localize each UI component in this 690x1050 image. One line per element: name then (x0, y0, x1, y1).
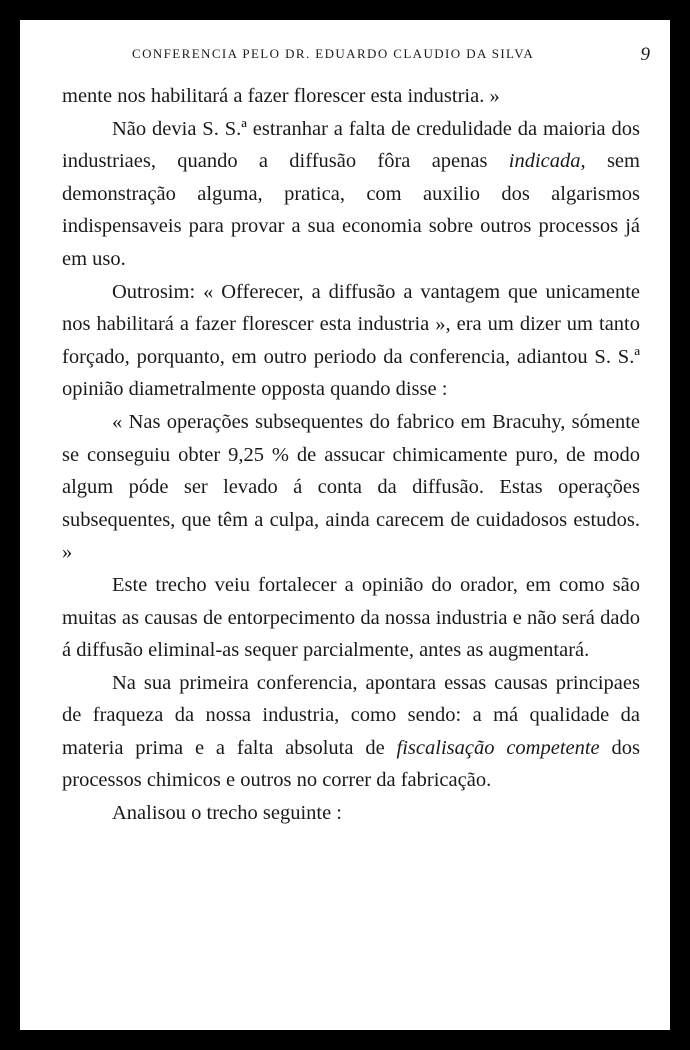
text-run: Este trecho veiu fortalecer a opinião do orador, em como são muitas as causas de entorpecimento da nossa industria e não será dado á diffusão eliminal-as sequer parcialmente, antes as augmentará. (62, 573, 640, 662)
paragraph (62, 569, 640, 667)
body-text (62, 80, 640, 830)
text-run: Outrosim: « Offerecer, a diffusão a vantagem que unicamente nos habilitará a fazer florescer esta industria », era um dizer um tanto forçado, porquanto, em outro periodo da conferencia, adiantou S. S.ª opinião diametralmente opposta quando disse : (62, 280, 640, 401)
text-run: dos processos chimicos e outros no correr da fabricação. (62, 736, 641, 792)
paragraph (62, 797, 640, 830)
text-run: Analisou o trecho seguinte : (112, 802, 343, 825)
text-run: , sem demonstração alguma, pratica, com auxilio dos algarismos indispensaveis para provar a sua economia sobre outros processos já em uso. (62, 150, 640, 270)
page (20, 20, 670, 1030)
italic-text: indicada (508, 150, 581, 173)
paragraph (62, 667, 640, 797)
running-head-title: CONFERENCIA PELO DR. EDUARDO CLAUDIO DA SILVA (132, 46, 535, 61)
paragraph-quote (62, 406, 640, 569)
running-head (60, 46, 650, 70)
page-number: 9 (640, 44, 650, 65)
text-run: Na sua primeira conferencia, apontara essas causas principaes de fraqueza da nossa industria, como sendo: a má qualidade da materia prima e a falta absoluta de (62, 671, 640, 759)
paragraph-continuation (62, 80, 640, 113)
italic-text: fiscalisação competente (396, 736, 600, 759)
text-run: Não devia S. S.ª estranhar a falta de credulidade da maioria dos industriaes, quando a diffusão fôra apenas (62, 117, 640, 173)
paragraph (62, 276, 640, 406)
text-run: « Nas operações subsequentes do fabrico em Bracuhy, sómente se conseguiu obter 9,25 % de assucar chimicamente puro, de modo algum póde ser levado á conta da diffusão. Estas operações subsequentes, que têm a culpa, ainda carecem de cuidadosos estudos. » (62, 410, 640, 564)
text-run: mente nos habilitará a fazer florescer esta industria. » (62, 85, 500, 107)
paragraph (62, 113, 640, 276)
